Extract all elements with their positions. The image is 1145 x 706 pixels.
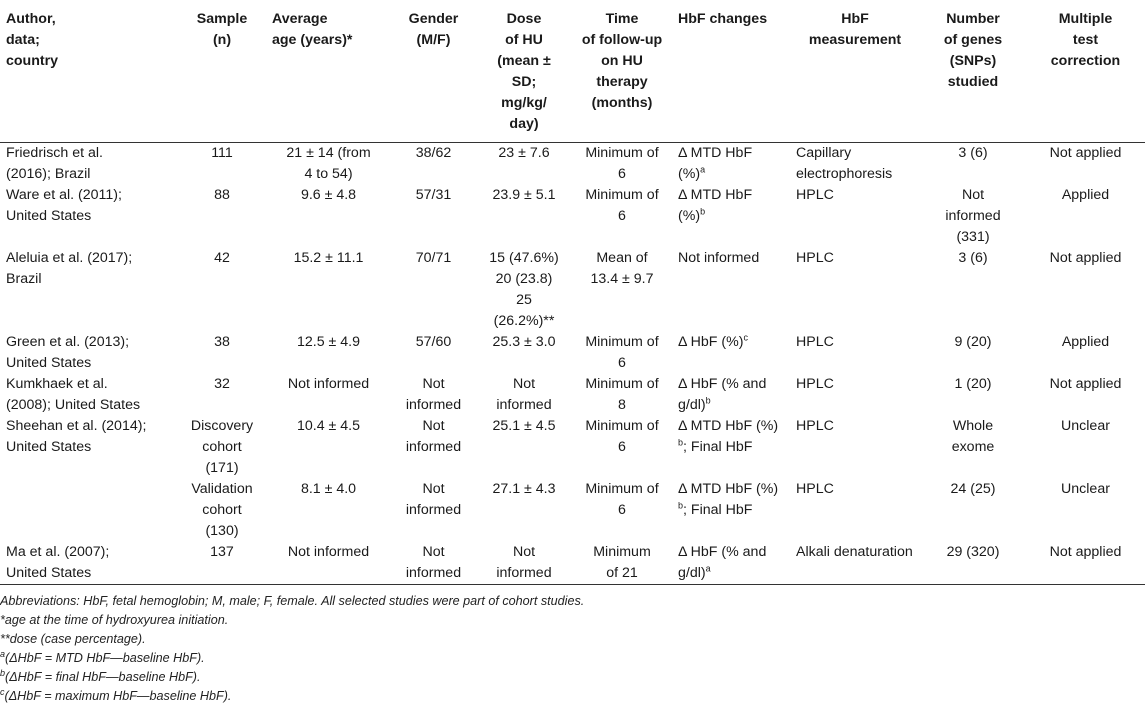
correction-cell: Not applied	[1026, 542, 1145, 585]
author-cell: Friedrisch et al. (2016); Brazil	[6, 145, 103, 182]
table-row	[0, 332, 1145, 374]
footnote-marker: a	[0, 648, 6, 659]
measurement-cell: Capillary electrophoresis	[796, 145, 893, 182]
genes-cell: 9 (20)	[954, 334, 992, 350]
gender-cell: Not informed	[405, 418, 462, 455]
table-body	[0, 143, 1145, 585]
footnote-marker: b	[678, 437, 684, 448]
genes-cell: 24 (25)	[950, 481, 996, 497]
footnote-marker: b	[705, 395, 711, 406]
author-cell: Kumkhaek et al. (2008); United States	[6, 376, 141, 413]
follow-up-cell: Minimum of 6	[585, 334, 659, 371]
author-cell: Aleluia et al. (2017); Brazil	[6, 250, 133, 287]
header-age: Average age (years)*	[266, 0, 391, 143]
measurement-cell: HPLC	[796, 418, 834, 434]
age-cell: Not informed	[266, 542, 391, 585]
age-cell: Not informed	[287, 376, 370, 392]
gender-cell: Not informed	[405, 376, 462, 413]
dose-cell: 25.3 ± 3.0	[492, 334, 556, 350]
follow-up-cell: Minimum of 8	[585, 376, 659, 413]
hbf-change-cell: Δ MTD HbF (%) $^b$; Final HbF	[678, 481, 779, 518]
footnote-marker: c	[0, 686, 5, 697]
table-row	[0, 542, 1145, 585]
measurement-cell: HPLC	[796, 187, 834, 203]
author-cell: Sheehan et al. (2014); United States	[6, 418, 147, 455]
sample-cell: Discovery cohort (171)	[190, 418, 254, 476]
gender-cell: Not informed	[391, 542, 476, 585]
dose-cell: Not informed	[476, 542, 572, 585]
footnote-marker: b	[0, 667, 6, 678]
hbf-change-cell: Δ MTD HbF (%)$^a$	[678, 145, 753, 182]
header-row	[0, 0, 1145, 143]
hbf-change-cell: Δ MTD HbF (%) $^b$; Final HbF	[678, 418, 779, 455]
correction-cell: Unclear	[1061, 481, 1110, 497]
follow-up-cell: Minimum of 6	[585, 187, 659, 224]
gender-cell: 70/71	[415, 250, 452, 266]
sample-cell: 38	[214, 334, 230, 350]
gender-cell: 57/60	[415, 334, 452, 350]
age-cell: 9.6 ± 4.8	[300, 187, 357, 203]
genes-cell: 29 (320)	[920, 542, 1026, 585]
age-cell: 21 ± 14 (from 4 to 54)	[286, 145, 371, 182]
footnote-marker: b	[678, 500, 684, 511]
header-hbf-measurement: HbF measurement	[790, 0, 920, 143]
header-dose: Dose of HU (mean ± SD; mg/kg/ day)	[476, 0, 572, 143]
footnote-marker: c	[743, 332, 748, 343]
hbf-change-cell: Δ HbF (% and g/dl)$^a$	[672, 542, 790, 585]
follow-up-cell: Minimum of 6	[585, 145, 659, 182]
sample-cell: Validation cohort (130)	[191, 481, 253, 539]
measurement-cell: HPLC	[796, 250, 834, 266]
hbf-change-cell: Δ MTD HbF (%)$^b$	[678, 187, 753, 224]
measurement-cell: HPLC	[796, 334, 834, 350]
table-row	[0, 479, 1145, 542]
hbf-change-cell: Not informed	[678, 250, 760, 266]
correction-cell: Applied	[1061, 187, 1110, 203]
measurement-cell: Alkali denaturation	[790, 542, 920, 585]
correction-cell: Not applied	[1049, 376, 1122, 392]
footnote-marker: a	[700, 164, 706, 175]
genes-cell: 3 (6)	[958, 250, 988, 266]
age-cell: 8.1 ± 4.0	[300, 481, 357, 497]
age-cell: 10.4 ± 4.5	[296, 418, 360, 434]
table-row	[0, 374, 1145, 416]
age-cell: 15.2 ± 11.1	[293, 250, 364, 266]
table-row	[0, 143, 1145, 186]
genes-cell: Whole exome	[951, 418, 995, 455]
correction-cell: Not applied	[1049, 250, 1122, 266]
dose-cell: Not informed	[496, 376, 552, 413]
hbf-change-cell: Δ HbF (% and g/dl)$^b$	[678, 376, 767, 413]
hbf-change-cell: Δ HbF (%)$^c$	[678, 332, 748, 350]
sample-cell: 88	[214, 187, 230, 203]
footnote: **dose (case percentage).	[0, 632, 146, 646]
footnote: *age at the time of hydroxyurea initiation.	[0, 613, 229, 627]
gender-cell: Not informed	[405, 481, 462, 518]
footnote: $^c$(ΔHbF = maximum HbF—baseline HbF).	[0, 686, 232, 703]
sample-cell: 111	[211, 145, 233, 161]
gender-cell: 57/31	[415, 187, 452, 203]
header-sample: Sample (n)	[178, 0, 266, 143]
footnote: Abbreviations: HbF, fetal hemoglobin; M, male; F, female. All selected studies were part of cohort studies.	[0, 594, 585, 608]
dose-cell: 27.1 ± 4.3	[492, 481, 556, 497]
correction-cell: Not applied	[1049, 145, 1122, 161]
genes-cell: 3 (6)	[958, 145, 988, 161]
footnote: $^b$(ΔHbF = final HbF—baseline HbF).	[0, 667, 201, 684]
measurement-cell: HPLC	[796, 376, 834, 392]
gender-cell: 38/62	[415, 145, 452, 161]
follow-up-cell: Mean of 13.4 ± 9.7	[590, 250, 654, 287]
table-row	[0, 416, 1145, 479]
table-row	[0, 185, 1145, 248]
footnote: $^a$(ΔHbF = MTD HbF—baseline HbF).	[0, 648, 205, 665]
age-cell: 12.5 ± 4.9	[296, 334, 360, 350]
footnotes	[0, 585, 1145, 706]
follow-up-cell: Minimum of 6	[585, 418, 659, 455]
sample-cell: 42	[214, 250, 230, 266]
author-cell: Green et al. (2013); United States	[6, 334, 130, 371]
header-follow-up: Time of follow-up on HU therapy (months)	[572, 0, 672, 143]
header-gender: Gender (M/F)	[391, 0, 476, 143]
sample-cell: 32	[214, 376, 230, 392]
dose-cell: 23.9 ± 5.1	[492, 187, 556, 203]
header-author: Author, data; country	[0, 0, 178, 143]
table-header	[0, 0, 1145, 143]
dose-cell: 25.1 ± 4.5	[492, 418, 556, 434]
author-cell: Ware et al. (2011); United States	[6, 187, 122, 224]
dose-cell: 15 (47.6%) 20 (23.8) 25 (26.2%)**	[489, 250, 559, 329]
header-hbf-changes: HbF changes	[672, 0, 790, 143]
footnote-marker: a	[705, 563, 711, 574]
follow-up-cell: Minimum of 6	[585, 481, 659, 518]
header-correction: Multiple test correction	[1026, 0, 1145, 143]
author-cell: Ma et al. (2007); United States	[0, 542, 178, 585]
correction-cell: Applied	[1061, 334, 1110, 350]
header-genes: Number of genes (SNPs) studied	[920, 0, 1026, 143]
dose-cell: 23 ± 7.6	[498, 145, 550, 161]
table-row	[0, 248, 1145, 332]
measurement-cell: HPLC	[796, 481, 834, 497]
genes-cell: Not informed (331)	[945, 187, 1001, 245]
author-cell	[0, 479, 178, 542]
sample-cell: 137	[178, 542, 266, 585]
genes-cell: 1 (20)	[954, 376, 992, 392]
footnote-marker: b	[700, 206, 706, 217]
correction-cell: Unclear	[1061, 418, 1110, 434]
follow-up-cell: Minimum of 21	[572, 542, 672, 585]
